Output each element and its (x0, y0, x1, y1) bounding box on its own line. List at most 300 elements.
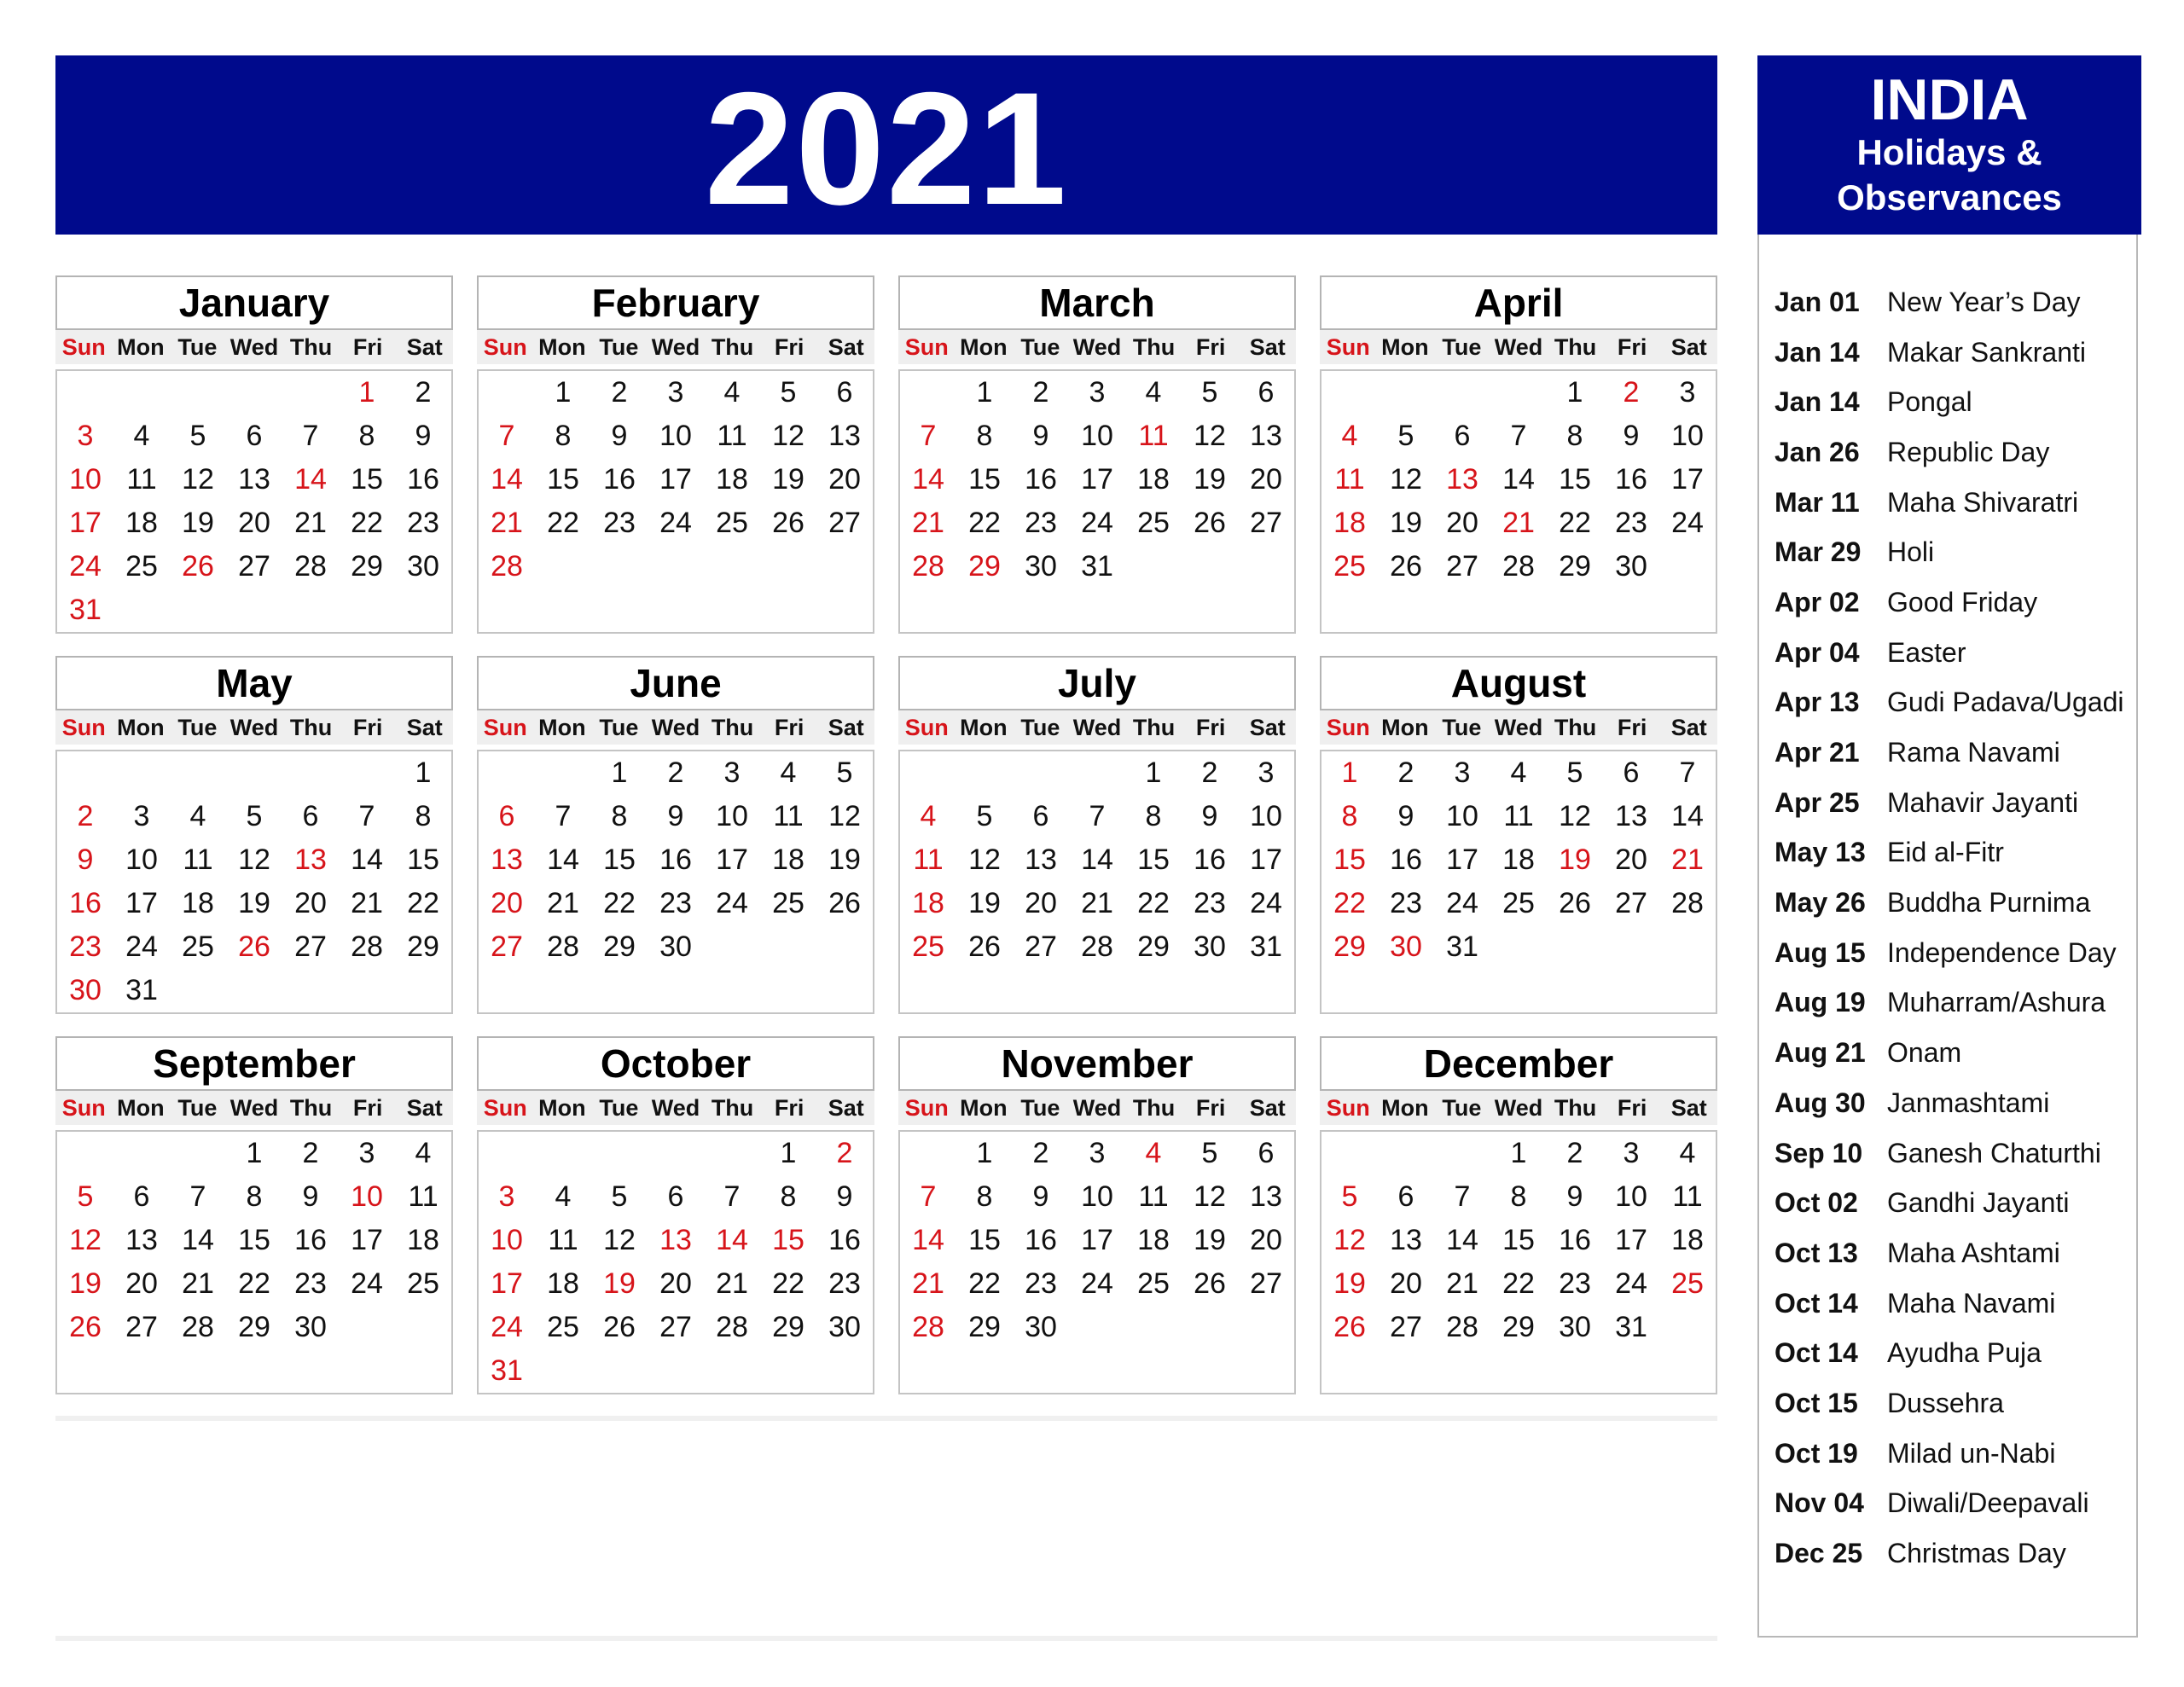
day-grid (55, 1130, 453, 1394)
day-grid (1320, 750, 1717, 1014)
day-cell: 8 (780, 1180, 797, 1213)
day-cell: 7 (723, 1180, 741, 1213)
holiday-item (1774, 1528, 2133, 1579)
holiday-name: Pongal (1887, 386, 1972, 418)
empty-cell (57, 751, 113, 795)
holiday-item (1774, 1228, 2133, 1278)
day-cell: 31 (1250, 930, 1282, 963)
weekday-label: Wed (229, 333, 279, 360)
day-cell: 27 (238, 550, 270, 583)
holiday-item (1774, 928, 2133, 978)
day-cell: 6 (1397, 1180, 1414, 1213)
day-cell: 23 (659, 887, 692, 919)
month-january (55, 275, 453, 632)
day-cell: 4 (920, 800, 937, 832)
day-cell: 21 (1081, 887, 1113, 919)
day-cell: 2 (1566, 1137, 1583, 1169)
holiday-name: Milad un-Nabi (1887, 1437, 2056, 1469)
weekday-label: Mon (960, 1094, 1008, 1121)
day-cell: 20 (294, 887, 327, 919)
holiday-date: Aug 15 (1774, 936, 1866, 968)
day-cell: 4 (1679, 1137, 1696, 1169)
day-cell: 10 (125, 844, 158, 876)
day-cell: 2 (1032, 376, 1049, 409)
day-cell: 17 (1081, 1224, 1113, 1256)
day-cell: 16 (1194, 844, 1226, 876)
weekday-label: Sun (61, 333, 106, 360)
weekday-label: Tue (599, 333, 639, 360)
day-cell: 22 (351, 507, 383, 539)
day-cell: 20 (1390, 1267, 1422, 1300)
weekday-label: Mon (538, 714, 586, 740)
day-cell: 1 (246, 1137, 263, 1169)
weekday-label: Sat (1670, 714, 1707, 740)
day-cell: 15 (1502, 1224, 1535, 1256)
day-cell: 1 (1341, 757, 1358, 789)
day-cell: 8 (555, 420, 572, 452)
empty-cell (591, 1132, 648, 1175)
weekday-label: Wed (651, 714, 700, 740)
month-name: May (55, 656, 453, 710)
day-cell: 17 (1446, 844, 1478, 876)
holiday-day: 14 (294, 463, 327, 496)
day-cell: 17 (351, 1224, 383, 1256)
holiday-date: May 26 (1774, 887, 1866, 919)
empty-cell (535, 751, 591, 795)
weekday-label: Mon (538, 333, 586, 360)
weekday-label: Fri (1195, 714, 1226, 740)
holiday-name: Maha Navami (1887, 1287, 2056, 1319)
month-name: June (477, 656, 874, 710)
day-cell: 5 (1566, 757, 1583, 789)
day-cell: 25 (125, 550, 158, 583)
day-cell: 6 (1454, 420, 1471, 452)
day-cell: 28 (1671, 887, 1704, 919)
day-cell: 7 (555, 800, 572, 832)
holiday-name: Holi (1887, 536, 1935, 568)
day-cell: 8 (1510, 1180, 1527, 1213)
weekday-label: Fri (1195, 1094, 1226, 1121)
day-cell: 26 (968, 930, 1001, 963)
month-name: July (898, 656, 1296, 710)
day-cell: 31 (69, 594, 102, 626)
empty-cell (1013, 751, 1069, 795)
day-cell: 23 (1194, 887, 1226, 919)
weekday-label: Mon (960, 714, 1008, 740)
day-cell: 24 (351, 1267, 383, 1300)
day-cell: 28 (294, 550, 327, 583)
months-grid (55, 275, 1717, 1393)
day-cell: 10 (1671, 420, 1704, 452)
day-cell: 26 (1390, 550, 1422, 583)
day-cell: 13 (1025, 844, 1057, 876)
holiday-date: Apr 04 (1774, 636, 1860, 668)
day-cell: 5 (189, 420, 206, 452)
month-july (898, 656, 1296, 1012)
day-cell: 30 (659, 930, 692, 963)
weekday-label: Mon (960, 333, 1008, 360)
day-cell: 29 (1559, 550, 1591, 583)
empty-cell (900, 371, 956, 415)
day-grid (1320, 1130, 1717, 1394)
weekday-label: Sat (406, 1094, 443, 1121)
day-cell: 27 (125, 1311, 158, 1343)
day-cell: 9 (1397, 800, 1414, 832)
day-cell: 28 (1446, 1311, 1478, 1343)
empty-cell (900, 1132, 956, 1175)
day-cell: 8 (976, 1180, 993, 1213)
day-cell: 29 (238, 1311, 270, 1343)
day-cell: 7 (498, 420, 515, 452)
holiday-day: 13 (659, 1224, 692, 1256)
day-cell: 2 (77, 800, 94, 832)
empty-cell (479, 1132, 535, 1175)
day-cell: 17 (716, 844, 748, 876)
empty-cell (648, 1132, 704, 1175)
empty-cell (479, 371, 535, 415)
weekday-label: Sat (1249, 1094, 1286, 1121)
day-cell: 7 (1089, 800, 1106, 832)
holiday-name: Janmashtami (1887, 1087, 2050, 1118)
day-cell: 29 (1137, 930, 1170, 963)
weekday-label: Tue (1442, 1094, 1482, 1121)
day-cell: 18 (1137, 463, 1170, 496)
weekday-label: Wed (1072, 1094, 1122, 1121)
weekday-label: Wed (651, 333, 700, 360)
month-may (55, 656, 453, 1012)
day-cell: 19 (182, 507, 214, 539)
day-cell: 7 (1679, 757, 1696, 789)
holiday-date: Jan 01 (1774, 286, 1860, 317)
weekday-label: Wed (229, 714, 279, 740)
weekday-header (55, 330, 453, 364)
empty-cell (282, 751, 339, 795)
day-cell: 11 (1334, 463, 1365, 496)
weekday-label: Mon (1381, 1094, 1429, 1121)
empty-cell (1069, 751, 1125, 795)
day-cell: 21 (182, 1267, 214, 1300)
weekday-label: Mon (1381, 714, 1429, 740)
holiday-name: Gandhi Jayanti (1887, 1187, 2070, 1219)
holiday-date: Mar 29 (1774, 536, 1862, 568)
day-cell: 6 (1258, 1137, 1275, 1169)
divider (55, 1416, 1717, 1421)
weekday-label: Fri (352, 1094, 383, 1121)
day-cell: 18 (407, 1224, 439, 1256)
holiday-day: 2 (1623, 376, 1640, 409)
holiday-name: Maha Ashtami (1887, 1237, 2060, 1268)
day-cell: 9 (1623, 420, 1640, 452)
day-cell: 3 (1623, 1137, 1640, 1169)
empty-cell (704, 1132, 760, 1175)
day-cell: 12 (828, 800, 861, 832)
weekday-header (55, 710, 453, 745)
day-cell: 19 (1194, 1224, 1226, 1256)
day-cell: 30 (1559, 1311, 1591, 1343)
day-cell: 3 (133, 800, 150, 832)
weekday-label: Fri (1195, 333, 1226, 360)
day-cell: 25 (1137, 1267, 1170, 1300)
day-cell: 23 (828, 1267, 861, 1300)
day-cell: 13 (1390, 1224, 1422, 1256)
holiday-date: Apr 25 (1774, 786, 1860, 818)
day-cell: 26 (1333, 1311, 1366, 1343)
day-cell: 8 (1566, 420, 1583, 452)
weekday-label: Thu (1554, 333, 1597, 360)
day-cell: 6 (1623, 757, 1640, 789)
weekday-header (898, 710, 1296, 745)
holiday-item (1774, 1128, 2133, 1179)
day-cell: 6 (302, 800, 319, 832)
day-cell: 19 (1390, 507, 1422, 539)
holiday-day: 14 (716, 1224, 748, 1256)
day-cell: 17 (69, 507, 102, 539)
month-december (1320, 1036, 1717, 1393)
day-cell: 8 (1341, 800, 1358, 832)
holiday-day: 1 (358, 376, 375, 409)
weekday-label: Sat (406, 333, 443, 360)
holiday-item (1774, 427, 2133, 478)
day-cell: 30 (828, 1311, 861, 1343)
day-cell: 1 (976, 376, 993, 409)
weekday-label: Sun (61, 714, 106, 740)
day-cell: 6 (667, 1180, 684, 1213)
day-cell: 3 (723, 757, 741, 789)
day-cell: 28 (912, 1311, 944, 1343)
holiday-day: 30 (1390, 930, 1422, 963)
day-cell: 11 (1138, 1180, 1169, 1213)
day-cell: 22 (968, 1267, 1001, 1300)
day-cell: 4 (189, 800, 206, 832)
day-cell: 28 (716, 1311, 748, 1343)
day-cell: 13 (828, 420, 861, 452)
weekday-label: Sun (61, 1094, 106, 1121)
holiday-day: 21 (1502, 507, 1535, 539)
day-cell: 5 (1397, 420, 1414, 452)
holiday-date: Apr 21 (1774, 737, 1860, 768)
day-cell: 27 (1390, 1311, 1422, 1343)
day-cell: 20 (828, 463, 861, 496)
empty-cell (900, 751, 956, 795)
day-cell: 4 (780, 757, 797, 789)
day-cell: 24 (1081, 507, 1113, 539)
weekday-label: Tue (177, 333, 218, 360)
day-cell: 10 (716, 800, 748, 832)
holiday-date: Mar 11 (1774, 486, 1860, 518)
holiday-date: Oct 14 (1774, 1337, 1858, 1369)
day-cell: 18 (182, 887, 214, 919)
holiday-item (1774, 277, 2133, 328)
day-cell: 17 (1081, 463, 1113, 496)
weekday-label: Sun (1326, 714, 1370, 740)
day-cell: 11 (717, 420, 747, 452)
day-cell: 18 (716, 463, 748, 496)
weekday-header (477, 330, 874, 364)
weekday-label: Thu (289, 333, 333, 360)
day-cell: 19 (1194, 463, 1226, 496)
day-cell: 25 (1333, 550, 1366, 583)
day-cell: 10 (1615, 1180, 1647, 1213)
month-november (898, 1036, 1296, 1393)
holiday-name: Independence Day (1887, 936, 2117, 968)
weekday-label: Mon (117, 714, 165, 740)
holiday-item (1774, 828, 2133, 878)
weekday-label: Sun (483, 1094, 527, 1121)
day-cell: 8 (611, 800, 628, 832)
holiday-item (1774, 778, 2133, 828)
day-cell: 22 (547, 507, 579, 539)
holiday-date: Nov 04 (1774, 1487, 1864, 1519)
day-cell: 24 (1446, 887, 1478, 919)
day-cell: 29 (968, 1311, 1001, 1343)
day-cell: 19 (1333, 1267, 1366, 1300)
holidays-sidebar (1757, 55, 2138, 1638)
day-cell: 5 (976, 800, 993, 832)
holiday-date: Aug 19 (1774, 987, 1866, 1018)
month-name: October (477, 1036, 874, 1091)
day-cell: 15 (238, 1224, 270, 1256)
day-cell: 25 (547, 1311, 579, 1343)
day-cell: 14 (182, 1224, 214, 1256)
day-cell: 23 (603, 507, 636, 539)
holiday-day: 26 (182, 550, 214, 583)
day-cell: 4 (723, 376, 741, 409)
day-cell: 9 (667, 800, 684, 832)
day-cell: 13 (1250, 420, 1282, 452)
holiday-item (1774, 478, 2133, 528)
day-cell: 12 (182, 463, 214, 496)
holiday-item (1774, 1429, 2133, 1479)
month-october (477, 1036, 874, 1393)
day-cell: 28 (1081, 930, 1113, 963)
weekday-label: Wed (1494, 714, 1543, 740)
day-cell: 3 (1258, 757, 1275, 789)
weekday-label: Sat (828, 333, 864, 360)
empty-cell (1321, 371, 1378, 415)
holiday-item (1774, 527, 2133, 577)
day-cell: 11 (126, 463, 157, 496)
holiday-item (1774, 1028, 2133, 1078)
day-cell: 13 (238, 463, 270, 496)
day-cell: 15 (407, 844, 439, 876)
weekday-label: Tue (1020, 1094, 1060, 1121)
holiday-day: 25 (1671, 1267, 1704, 1300)
holiday-day: 11 (1138, 420, 1169, 452)
empty-cell (1434, 371, 1490, 415)
weekday-label: Thu (711, 714, 754, 740)
day-cell: 20 (125, 1267, 158, 1300)
weekday-label: Mon (538, 1094, 586, 1121)
day-cell: 3 (77, 420, 94, 452)
holiday-item (1774, 1378, 2133, 1429)
day-cell: 21 (1446, 1267, 1478, 1300)
day-cell: 29 (1502, 1311, 1535, 1343)
day-cell: 2 (667, 757, 684, 789)
day-cell: 22 (1333, 887, 1366, 919)
holiday-date: Oct 19 (1774, 1437, 1858, 1469)
day-cell: 12 (603, 1224, 636, 1256)
day-cell: 12 (1390, 463, 1422, 496)
day-cell: 19 (968, 887, 1001, 919)
day-cell: 8 (1145, 800, 1162, 832)
holiday-item (1774, 1278, 2133, 1329)
sidebar-country: INDIA (1870, 67, 2029, 132)
holiday-item (1774, 328, 2133, 378)
empty-cell (113, 371, 170, 415)
weekday-label: Wed (651, 1094, 700, 1121)
sidebar-header (1757, 55, 2141, 235)
day-cell: 14 (912, 463, 944, 496)
weekday-label: Wed (1494, 333, 1543, 360)
weekday-label: Fri (774, 333, 804, 360)
day-cell: 5 (1341, 1180, 1358, 1213)
holiday-date: May 13 (1774, 837, 1866, 868)
day-cell: 19 (828, 844, 861, 876)
empty-cell (1434, 1132, 1490, 1175)
day-cell: 1 (415, 757, 432, 789)
day-cell: 19 (69, 1267, 102, 1300)
day-cell: 23 (1025, 507, 1057, 539)
holiday-date: Apr 02 (1774, 586, 1860, 617)
day-cell: 16 (294, 1224, 327, 1256)
day-grid (1320, 369, 1717, 634)
day-cell: 17 (659, 463, 692, 496)
holiday-date: Oct 13 (1774, 1237, 1858, 1268)
day-cell: 10 (1250, 800, 1282, 832)
day-cell: 13 (1250, 1180, 1282, 1213)
day-cell: 3 (498, 1180, 515, 1213)
day-cell: 8 (246, 1180, 263, 1213)
day-cell: 21 (491, 507, 523, 539)
empty-cell (1321, 1132, 1378, 1175)
day-cell: 1 (976, 1137, 993, 1169)
day-cell: 2 (1201, 757, 1218, 789)
day-cell: 1 (1145, 757, 1162, 789)
day-cell: 18 (547, 1267, 579, 1300)
holiday-name: Easter (1887, 636, 1966, 668)
weekday-label: Wed (1072, 714, 1122, 740)
weekday-label: Sun (483, 714, 527, 740)
day-cell: 10 (659, 420, 692, 452)
day-cell: 4 (1145, 376, 1162, 409)
day-cell: 20 (1250, 463, 1282, 496)
day-cell: 14 (912, 1224, 944, 1256)
day-cell: 4 (1510, 757, 1527, 789)
day-cell: 22 (968, 507, 1001, 539)
day-cell: 22 (1559, 507, 1591, 539)
day-cell: 7 (302, 420, 319, 452)
day-cell: 2 (611, 376, 628, 409)
empty-cell (282, 371, 339, 415)
weekday-label: Mon (117, 1094, 165, 1121)
day-cell: 4 (555, 1180, 572, 1213)
day-cell: 7 (189, 1180, 206, 1213)
weekday-label: Fri (352, 333, 383, 360)
holiday-item (1774, 377, 2133, 427)
day-cell: 20 (491, 887, 523, 919)
day-cell: 13 (491, 844, 523, 876)
weekday-label: Fri (1617, 333, 1647, 360)
day-cell: 22 (407, 887, 439, 919)
day-cell: 21 (912, 507, 944, 539)
weekday-header (55, 1091, 453, 1125)
day-cell: 7 (1454, 1180, 1471, 1213)
day-cell: 4 (133, 420, 150, 452)
day-cell: 15 (968, 463, 1001, 496)
weekday-label: Mon (117, 333, 165, 360)
empty-cell (226, 751, 282, 795)
day-cell: 19 (772, 463, 804, 496)
